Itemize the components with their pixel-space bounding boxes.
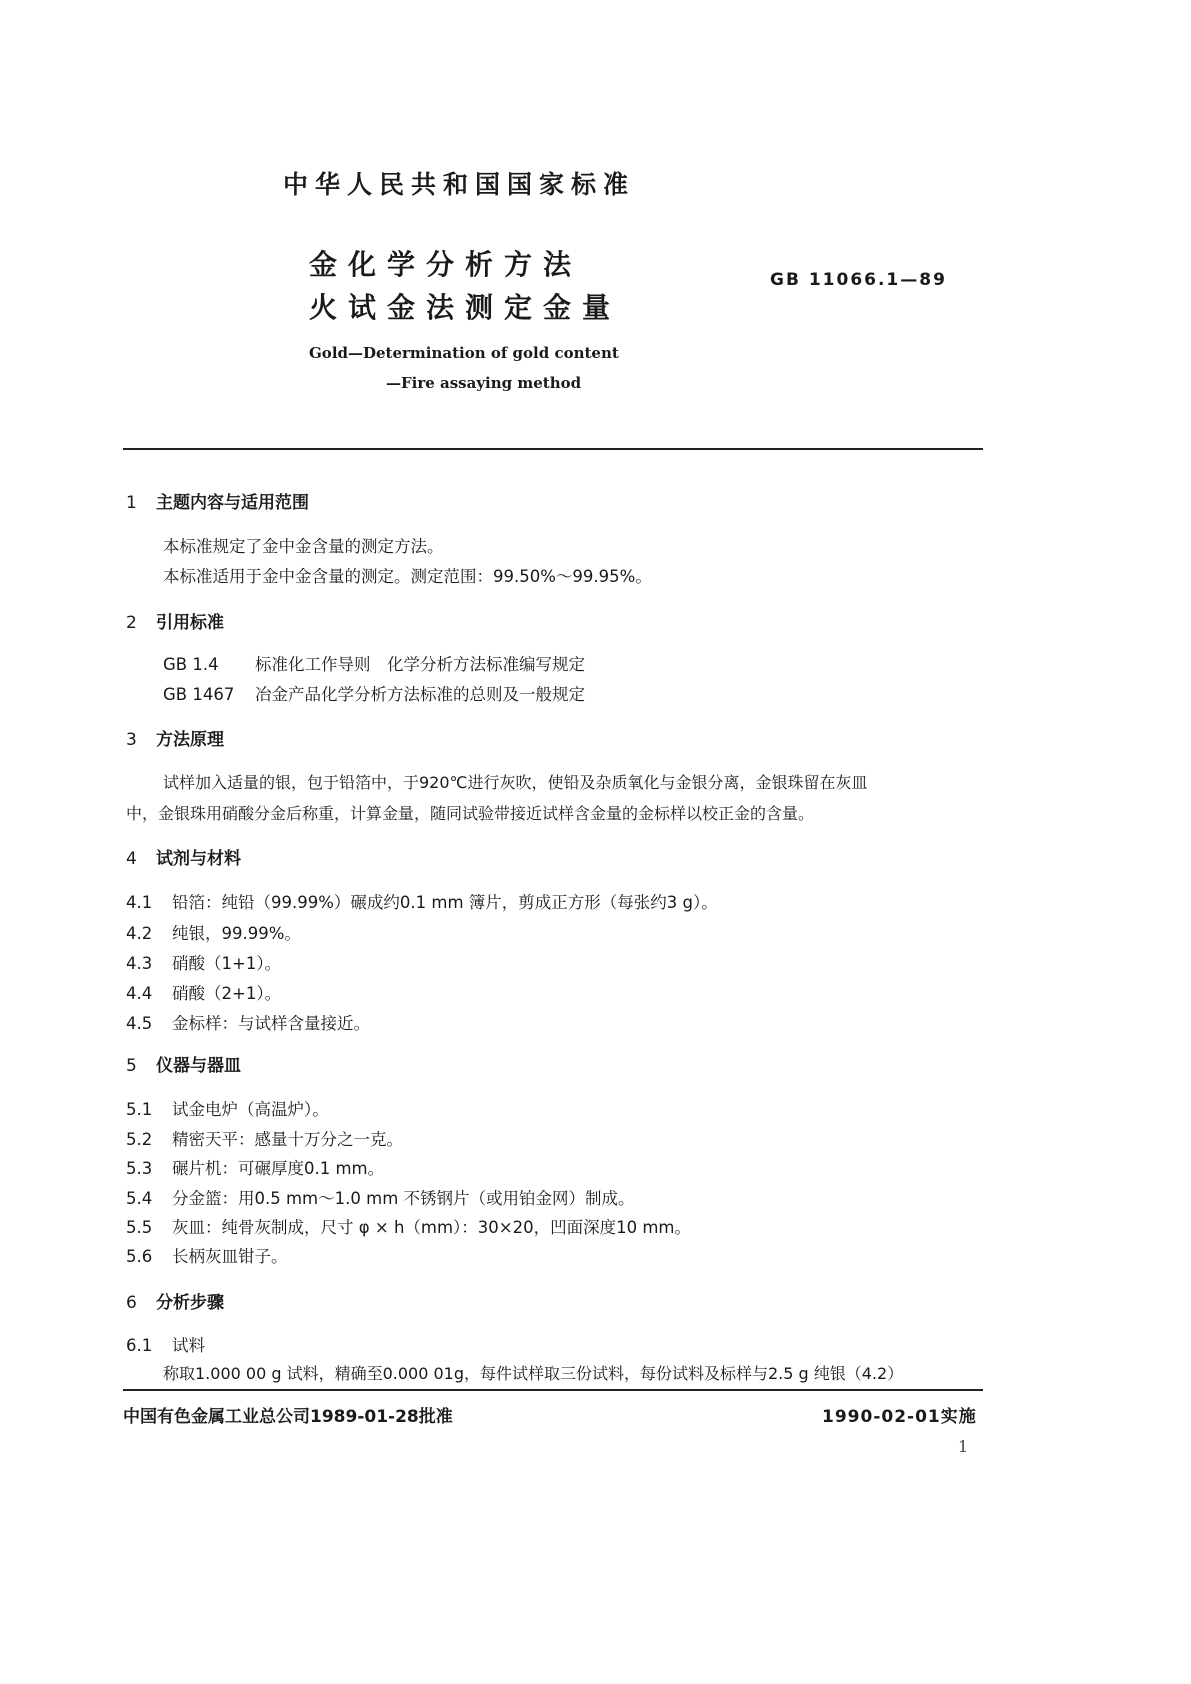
list-item [126, 889, 718, 913]
section-3-heading [126, 725, 224, 750]
implementation-date: 1990-02-01实施 [822, 1407, 977, 1427]
list-item [126, 1185, 635, 1209]
reference-title: 冶金产品化学分析方法标准的总则及一般规定 [255, 685, 585, 704]
reference-code: GB 1467 [163, 685, 235, 704]
item-number: 4.1 [126, 893, 153, 912]
list-item [126, 980, 281, 1004]
section-5-heading [126, 1051, 241, 1076]
section-number: 5 [126, 1056, 137, 1076]
section-number: 2 [126, 613, 137, 633]
section-number: 3 [126, 730, 137, 750]
list-item [126, 920, 301, 944]
item-text: 试金电炉（高温炉）。 [172, 1100, 329, 1119]
section-title: 主题内容与适用范围 [156, 493, 309, 513]
section-6-paragraph: 称取1.000 00 g 试料，精确至0.000 01g，每件试样取三份试料，每份试料及标样与2.5 g 纯银（4.2） [163, 1364, 904, 1383]
header-divider [123, 448, 983, 450]
list-item [126, 950, 281, 974]
reference-code: GB 1.4 [163, 655, 219, 674]
item-text: 硝酸（2+1）。 [172, 984, 282, 1003]
section-title: 试剂与材料 [156, 849, 241, 869]
item-number: 4.3 [126, 954, 153, 973]
item-number: 4.4 [126, 984, 153, 1003]
english-title-line2: —Fire assaying method [386, 374, 582, 392]
document-title-line2: 火试金法测定金量 [309, 291, 622, 324]
standard-code: GB 11066.1—89 [770, 270, 947, 290]
section-title: 仪器与器皿 [156, 1056, 241, 1076]
item-text: 硝酸（1+1）。 [172, 954, 282, 973]
section-number: 6 [126, 1293, 137, 1313]
section-2-heading [126, 608, 224, 633]
item-number: 4.5 [126, 1014, 153, 1033]
section-3-paragraph-line2: 中，金银珠用硝酸分金后称重，计算金量，随同试验带接近试样含金量的金标样以校正金的含量。 [126, 804, 815, 823]
section-title: 方法原理 [156, 730, 224, 750]
item-text: 试料 [172, 1336, 205, 1355]
item-text: 长柄灰皿钳子。 [172, 1247, 288, 1266]
item-text: 纯银，99.99%。 [172, 924, 301, 943]
footer-divider [123, 1389, 983, 1391]
reference-title: 标准化工作导则 化学分析方法标准编写规定 [255, 655, 585, 674]
item-number: 5.5 [126, 1218, 153, 1237]
item-number: 6.1 [126, 1336, 153, 1355]
item-text: 碾片机：可碾厚度0.1 mm。 [172, 1159, 385, 1178]
list-item [126, 1010, 370, 1034]
item-text: 分金篮：用0.5 mm～1.0 mm 不锈钢片（或用铂金网）制成。 [172, 1189, 635, 1208]
list-item [126, 1243, 288, 1267]
list-item [126, 1155, 384, 1179]
item-number: 5.2 [126, 1130, 153, 1149]
section-number: 4 [126, 849, 137, 869]
section-3-paragraph-line1: 试样加入适量的银，包于铅箔中，于920℃进行灰吹，使铅及杂质氧化与金银分离，金银珠留在灰皿 [163, 773, 868, 792]
section-4-heading [126, 844, 241, 869]
document-title-line1: 金化学分析方法 [309, 248, 583, 281]
section-number: 1 [126, 493, 137, 513]
item-text: 金标样：与试样含量接近。 [172, 1014, 370, 1033]
national-standard-heading: 中华人民共和国国家标准 [283, 170, 636, 199]
list-item [126, 1214, 691, 1238]
page-number: 1 [958, 1437, 969, 1456]
english-title-line1: Gold—Determination of gold content [309, 344, 619, 362]
item-number: 5.6 [126, 1247, 153, 1266]
subsection-heading [126, 1332, 205, 1356]
reference-1 [163, 651, 585, 675]
item-text: 铅箔：纯铅（99.99%）碾成约0.1 mm 簿片，剪成正方形（每张约3 g）。 [172, 893, 718, 912]
section-title: 分析步骤 [156, 1293, 224, 1313]
section-title: 引用标准 [156, 613, 224, 633]
section-1-paragraph-1: 本标准规定了金中金含量的测定方法。 [163, 537, 444, 556]
item-text: 精密天平：感量十万分之一克。 [172, 1130, 403, 1149]
item-number: 5.4 [126, 1189, 153, 1208]
list-item [126, 1126, 403, 1150]
section-1-heading [126, 488, 309, 513]
item-number: 4.2 [126, 924, 153, 943]
list-item [126, 1096, 329, 1120]
item-number: 5.3 [126, 1159, 153, 1178]
item-text: 灰皿：纯骨灰制成，尺寸 φ × h（mm）：30×20，凹面深度10 mm。 [172, 1218, 692, 1237]
section-6-heading [126, 1288, 224, 1313]
approval-statement: 中国有色金属工业总公司1989-01-28批准 [123, 1407, 453, 1427]
reference-2 [163, 681, 585, 705]
section-1-paragraph-2: 本标准适用于金中金含量的测定。测定范围：99.50%～99.95%。 [163, 567, 652, 586]
item-number: 5.1 [126, 1100, 153, 1119]
